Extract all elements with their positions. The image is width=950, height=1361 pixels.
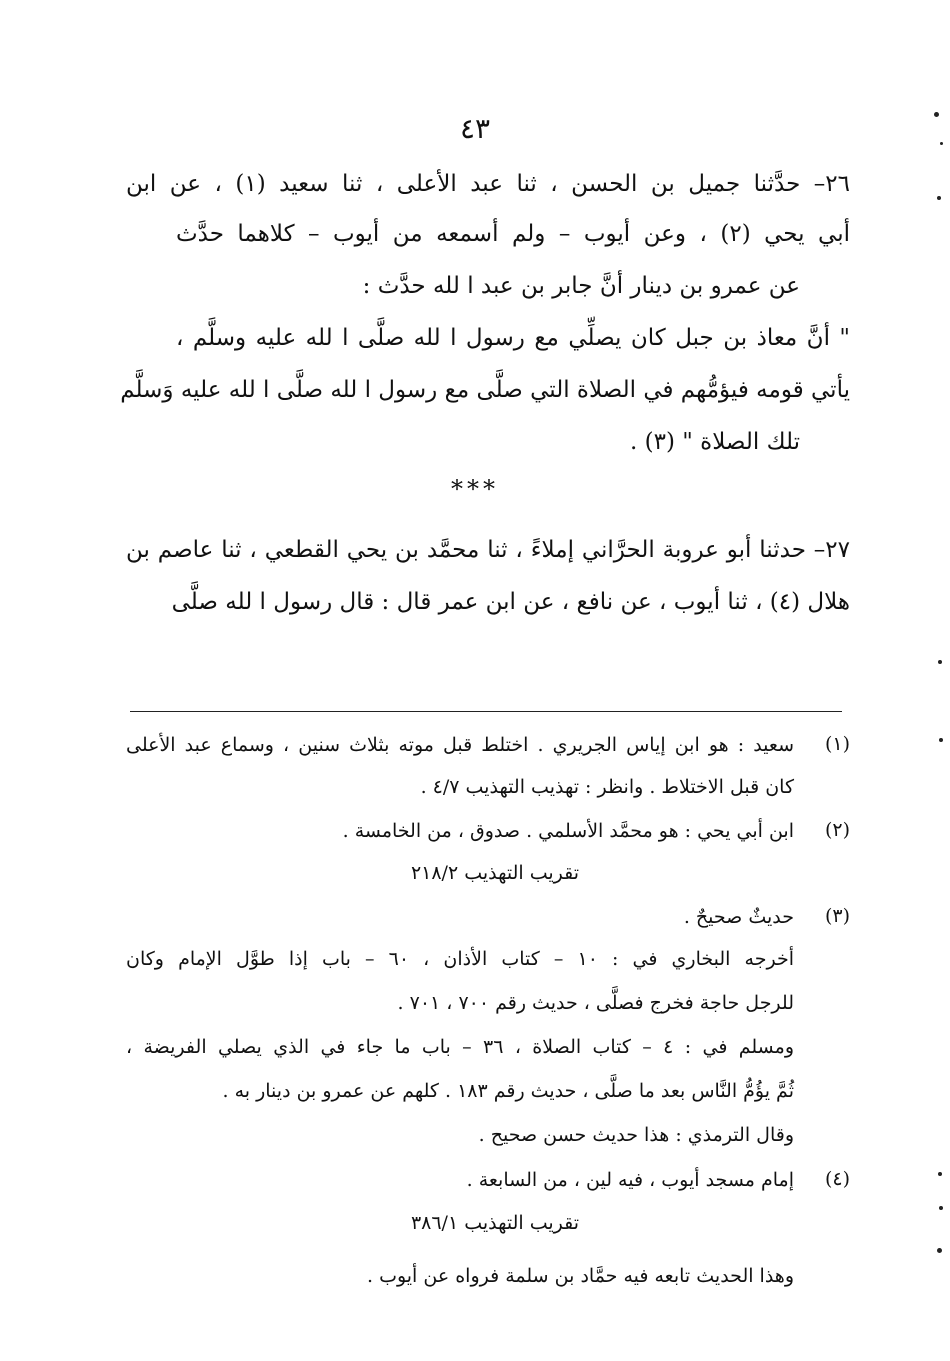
hadith-26-line-2: أبي يحي (٢) ، وعن أيوب – ولم أسمعه من أيوب – كلاهما حدَّث (176, 221, 850, 247)
footnote-2-line-1: ابن أبي يحي : هو محمَّد الأسلمي . صدوق ، من الخامسة . (342, 820, 794, 842)
page-number: ٤٣ (459, 112, 491, 145)
hadith-27-line-2: هلال (٤) ، ثنا أيوب ، عن نافع ، عن ابن عمر قال : قال رسول ا لله صلَّى (171, 589, 850, 615)
scan-speck (940, 142, 943, 145)
footnote-2-reference: تقريب التهذيب ٢١٨/٢ (410, 862, 580, 884)
hadith-26-line-4: " أنَّ معاذ بن جبل كان يصلِّي مع رسول ا لله صلَّى ا لله عليه وسلَّم ، (176, 325, 850, 351)
footnote-3-line-1: حديثٌ صحيحٌ . (683, 906, 794, 928)
footnote-4-closing: وهذا الحديث تابعه فيه حمَّاد بن سلمة فرواه عن أيوب . (366, 1265, 794, 1287)
footnote-1-number: (١) (824, 733, 850, 755)
scan-speck (937, 196, 941, 200)
scan-speck (938, 660, 942, 664)
scan-speck (934, 112, 939, 117)
footnote-1-line-1: سعيد : هو ابن إياس الجريري . اختلط قبل موته بثلاث سنين ، وسماع عبد الأعلى (126, 734, 794, 756)
hadith-26-line-3: عن عمرو بن دينار أنَّ جابر بن عبد ا لله حدَّث : (362, 273, 800, 299)
hadith-26-line-1: ٢٦– حدَّثنا جميل بن الحسن ، ثنا عبد الأعلى ، ثنا سعيد (١) ، عن ابن (126, 171, 850, 197)
footnote-4-line-1: إمام مسجد أيوب ، فيه لين ، من السابعة . (466, 1169, 794, 1191)
scan-speck (939, 738, 943, 742)
hadith-26-line-6: تلك الصلاة " (٣) . (630, 429, 800, 455)
footnote-3-line-4: ومسلم في : ٤ – كتاب الصلاة ، ٣٦ – باب ما جاء في الذي يصلي الفريضة ، (126, 1036, 794, 1058)
footnote-3-line-2: أخرجه البخاري في : ١٠ – كتاب الأذان ، ٦٠ – باب إذا طوَّل الإمام وكان (126, 948, 794, 970)
footnote-4-number: (٤) (824, 1168, 850, 1190)
footnote-3-line-3: للرجل حاجة فخرج فصلَّى ، حديث رقم ٧٠٠ ، ٧٠١ . (397, 992, 794, 1014)
footnote-4-reference: تقريب التهذيب ٣٨٦/١ (410, 1212, 580, 1234)
hadith-27-line-1: ٢٧– حدثنا أبو عروبة الحرَّاني إملاءً ، ثنا محمَّد بن يحي القطعي ، ثنا عاصم بن (126, 537, 850, 563)
section-separator: *** (451, 475, 499, 503)
scan-speck (937, 1248, 942, 1253)
hadith-26-line-5: يأتي قومه فيؤمُّهم في الصلاة التي صلَّى مع رسول ا لله صلَّى ا لله عليه وَسلَّم (120, 377, 850, 403)
scan-speck (939, 1206, 943, 1210)
scan-speck (938, 1172, 942, 1176)
footnote-3-line-6: وقال الترمذي : هذا حديث حسن صحيح . (478, 1124, 794, 1146)
footnote-1-line-2: كان قبل الاختلاط . وانظر : تهذيب التهذيب ٤/٧ . (420, 776, 794, 798)
footnote-3-number: (٣) (824, 905, 850, 927)
footnote-divider (130, 711, 842, 712)
footnote-3-line-5: ثُمَّ يؤُمُّ النَّاس بعد ما صلَّى ، حديث رقم ١٨٣ . كلهم عن عمرو بن دينار به . (222, 1080, 794, 1102)
footnote-2-number: (٢) (824, 819, 850, 841)
